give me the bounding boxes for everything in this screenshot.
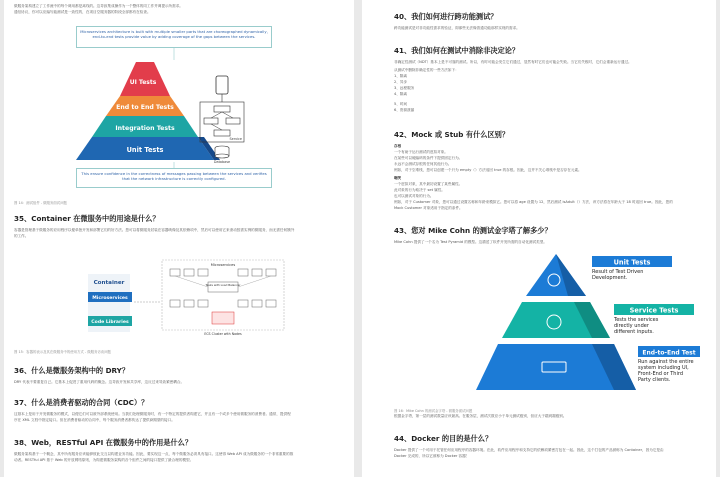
q35-line-2: 的工作。 (14, 234, 29, 238)
cohn-pyramid-graphic (442, 250, 702, 400)
e2e-tests-desc: Run against the entire (638, 359, 694, 365)
level-integration-label: Integration Tests (115, 125, 175, 132)
stub-line: 永远不会测试存根的任何其他行为。 (394, 162, 452, 166)
q44-title: 44、Docker 的目的是什么？ (394, 434, 493, 443)
level-e2e-label: End to End Tests (116, 104, 174, 111)
e2e-tests-desc: Front-End or Third (638, 371, 683, 377)
ecs-label: ECS Cluster with Nodes (204, 332, 242, 336)
e2e-tests-title: End-to-End Test (642, 349, 696, 357)
q41-line-1: 非确定性测试（NDT）基本上是不可靠的测试。所以，有时可能会发生它们通过，显然有时它们也可能会失败。当它们失败时，它们会重新运行通过。 (394, 60, 632, 64)
q35-title: 35、Container 在微服务中的用途是什么？ (14, 214, 160, 223)
q36-line: DRY 代表不要重复自己。它基本上促进了重用代码的概念。这导致开发和共享库，这反过来导致紧密耦合。 (14, 380, 185, 384)
q44-line-1: Docker 提供了一个可用于托管任何应用程序的容器环境。在此，软件应用程序和支持它的依赖项紧密打包在一起。因此，这个打包的产品被称为 Container，因为它是由 (394, 448, 664, 452)
mock-line: Mock Customer 对象适用于指定的条件。 (394, 206, 463, 210)
database-label: Database (213, 160, 231, 164)
q37-line-1: 这基本上是用于开发微服务的模式，以便它们可以被外部系统使用。当我们处理微服务时，有一个特定的提供者构建它，并且有一个或多个使用微服务的消费者。通常，提供程 (14, 412, 291, 416)
intro-line-2: 通信协议，你可以应编写能测试是一致性的，在项目空服务器的阶段全部都有在检查。 (14, 10, 151, 14)
unit-tests-desc: Result of Test Driven (592, 269, 644, 275)
e2e-tests-desc: system including UI, (638, 365, 689, 371)
container-graphic (80, 252, 290, 344)
q41-title: 41、我们如何在测试中消除非决定论？ (394, 46, 520, 55)
container-label: Container (93, 280, 125, 286)
pyramid-figure (64, 26, 284, 196)
cluster-title: Microservices (210, 263, 236, 267)
unit-tests-title: Unit Tests (613, 258, 651, 267)
service-tests-desc: directly under (614, 323, 649, 329)
mock-line: 例如，对于 Customer 对象，您可以通过设置名称和年龄来模拟它。您可以将 age 设置为 12，然后测试 isAdult（）方法，该方法将在年龄大于 18 时返回 true。因此，您的 (394, 200, 673, 204)
pyramid-caption: 图 14：测试组件 - 微服务面试问题 (14, 201, 67, 205)
q42-title: 42、Mock 或 Stub 有什么区别？ (394, 130, 510, 139)
list-item: 6、资源泄漏 (394, 108, 415, 112)
q43-after-line: 根据金字塔，第一层的测试数量应该最高。在服务层，测试次数应小于单元测试级别，但应大于端到端级别。 (394, 414, 567, 418)
mock-heading: 嘲笑 (394, 176, 402, 180)
q36-title: 36、什么是微服务架构中的 DRY？ (14, 366, 130, 375)
level-ui-label: UI Tests (129, 79, 157, 86)
q44-line-2: Docker 完成的，所以它被称为 Docker 容器！ (394, 454, 470, 458)
level-unit-label: Unit Tests (126, 146, 164, 154)
q37-title: 37、什么是消费者驱动的合同（CDC）？ (14, 398, 149, 407)
list-item: 2、异步 (394, 80, 408, 84)
q35-line-1: 容器是管理基于微服务的应用程序以便单独开发和部署它们的好方法。您可以将微服务封装在容器映像及其依赖项中，然后可以使用它来滚动按需实例的微服务，而无需任何额外 (14, 228, 295, 232)
q40-line: 跨功能测试是对非功能性需求的验证，即那些无法像普通功能那样实现的需求。 (394, 26, 520, 30)
mock-line: 此对象的行为取决于 set 属性。 (394, 188, 445, 192)
container-caption: 图 15：容器的表示及其在微服务中的使用方式 - 微服务访谈问题 (14, 350, 111, 354)
q38-line-1: 微服务架构基于一个概念，其中所有服务应该能够彼此交互以构建业务功能。因此，要实现这一点，每个微服务必须具有接口。这使得 Web API 成为微服务的一个非常重要的推 (14, 452, 294, 456)
ecs-cluster-box (212, 312, 234, 324)
list-item: 5、时间 (394, 102, 408, 106)
service-node (214, 106, 230, 112)
service-label: Service (229, 137, 242, 141)
cohn-pyramid-figure (442, 250, 702, 400)
phone-icon (216, 76, 228, 94)
q43-line: Mike Cohn 提供了一个名为 Test Pyramid 的模型。这描述了软件开发所需的自动化测试类型。 (394, 240, 547, 244)
microservices-block-label: Microservices (92, 296, 128, 301)
stub-line: 例如，对于空堆栈，您可以创建一个只为 empty（）方法返回 true 的存根。因此，这并不关心堆栈中是否存在元素。 (394, 168, 582, 172)
stub-line: 一个有助于运行测试的虚拟对象。 (394, 150, 448, 154)
left-page (4, 0, 354, 477)
list-item: 3、远程服务 (394, 86, 415, 90)
stub-line: 在某些可以硬编码的条件下提供固定行为。 (394, 156, 463, 160)
container-figure (80, 252, 290, 344)
tasks-label: Tasks with Load Balancer (205, 283, 241, 287)
mock-line: 也可以测试对象的行为。 (394, 194, 434, 198)
mock-line: 一个虚拟对象，其中最初设置了某些属性。 (394, 182, 463, 186)
pyramid-top-text: Microservices architecture is built with multiple smaller parts that are choreographed dynamically, end-to-end tests provide value by adding coverage of the gaps between the services. (76, 26, 272, 48)
q37-line-2: 序在 XML 文档中指定接口。但在消费者驱动的合同中，每个服务消费者都传达了提供商期望的接口。 (14, 418, 175, 422)
intro-line-1: 微服务架构建立了工作流中的每个调用都是离线的。这导致集成操作为一个整体的同工作并调提示所需求。 (14, 4, 183, 8)
service-tests-title: Service Tests (629, 306, 679, 315)
e2e-tests-desc: Party clients. (638, 377, 671, 383)
list-item: 1、隔离 (394, 74, 408, 78)
service-tests-desc: different inputs. (614, 329, 654, 335)
q40-title: 40、我们如何进行跨功能测试？ (394, 12, 498, 21)
q41-line-2: 从测试中删除非确定性的一些方法如下： (394, 68, 459, 72)
service-node (204, 118, 218, 124)
code-libraries-label: Code Libraries (91, 320, 129, 325)
service-node (226, 118, 240, 124)
list-item: 4、隔离 (394, 92, 408, 96)
pyramid-bottom-text: This ensure confidence in the correctness of messages passing between the services and verifies that the network infrastructure is correctly configured. (76, 168, 272, 188)
right-page (362, 0, 716, 477)
q38-line-2: 动者。RESTful API 基于 Web 的开放网络原则，为构建微服务架构的各个组件之间的接口提供了最合理的模型。 (14, 458, 194, 462)
unit-tests-desc: Development. (592, 275, 628, 281)
q38-title: 38、Web，RESTful API 在微服务中的作用是什么？ (14, 438, 193, 447)
cohn-caption: 图 16：Mike Cohn 的测试金字塔 - 微服务面试问题 (394, 409, 473, 413)
service-tests-desc: Tests the services (614, 317, 659, 323)
stub-heading: 存根 (394, 144, 402, 148)
service-node (214, 130, 230, 136)
q43-title: 43、您对 Mike Cohn 的测试金字塔了解多少？ (394, 226, 552, 235)
